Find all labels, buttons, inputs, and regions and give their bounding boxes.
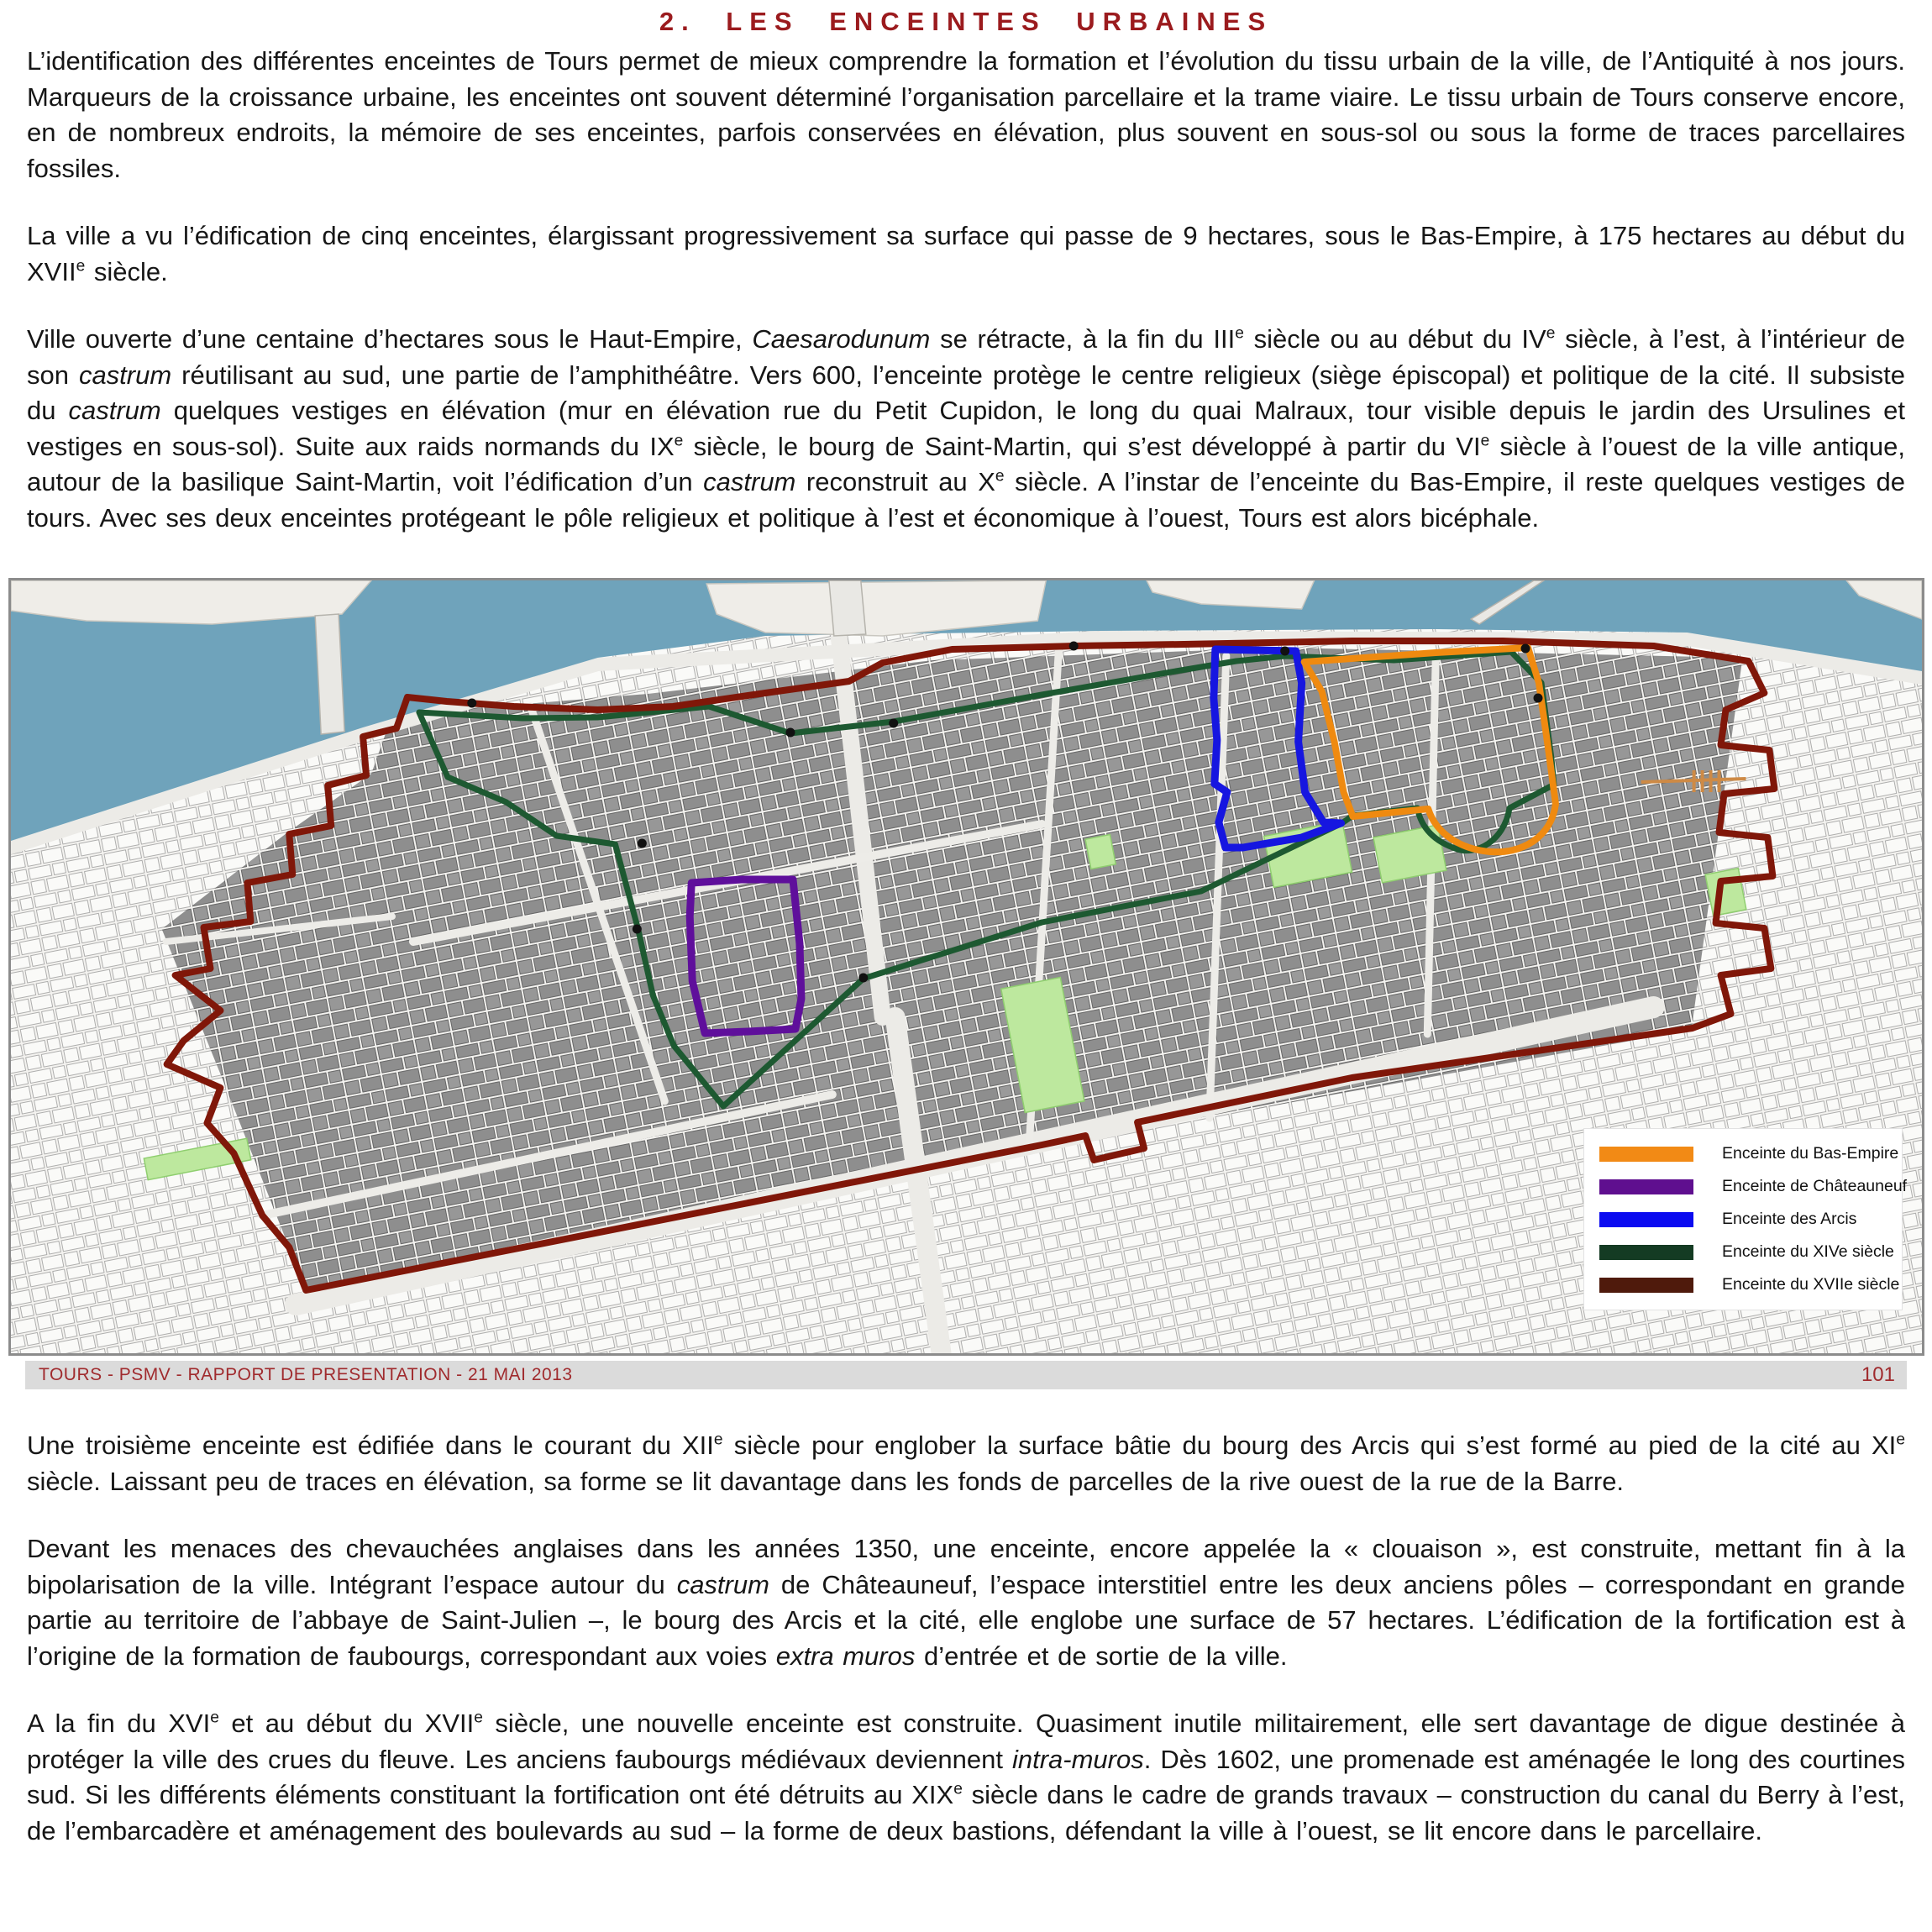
paragraph: Une troisième enceinte est édifiée dans le courant du XIIe siècle pour englober la surface bâtie du bourg des Arcis qui s’est formé au pied de la cité au XIe siècle. Laissant peu de traces en élévation, sa forme se lit davantage dans les fonds de parcelles de la rive ouest de la rue de la Barre.: [27, 1431, 1905, 1496]
legend-swatch: [1599, 1212, 1693, 1227]
legend-item: [1584, 1236, 1902, 1268]
paragraph: A la fin du XVIe et au début du XVIIe siècle, une nouvelle enceinte est construite. Quasiment inutile militairement, elle sert davantage de digue destinée à protéger la ville des crues du fleuve. Les anciens faubourgs médiévaux deviennent intra-muros. Dès 1602, une promenade est aménagée le long des courtines sud. Si les différents éléments constituant la fortification ont été détruits au XIXe siècle dans le cadre de grands travaux – construction du canal du Berry à l’est, de l’embarcadère et aménagement des boulevards au sud – la forme de deux bastions, défendant la ville à l’ouest, se lit encore dans le parcellaire.: [27, 1709, 1905, 1845]
legend-item: [1584, 1203, 1902, 1236]
legend-label: Enceinte de Châteauneuf: [1722, 1177, 1908, 1195]
body-text: [27, 1428, 1905, 1881]
footer-band: [25, 1361, 1907, 1389]
footer-page-number: 101: [1861, 1363, 1895, 1386]
legend-label: Enceinte des Arcis: [1722, 1210, 1857, 1228]
map-legend: [1584, 1129, 1908, 1310]
legend-label: Enceinte du XVIIe siècle: [1722, 1275, 1900, 1294]
map-figure: [8, 578, 1924, 1356]
legend-swatch: [1599, 1278, 1693, 1293]
bridge-wilson: [829, 580, 866, 636]
legend-item: [1584, 1268, 1902, 1301]
paragraph: Devant les menaces des chevauchées anglaises dans les années 1350, une enceinte, encore appelée la « clouaison », est construite, mettant fin à la bipolarisation de la ville. Intégrant l’espace autour du castrum de Châteauneuf, l’espace interstitiel entre les deux anciens pôles – correspondant en grande partie au territoire de l’abbaye de Saint-Julien –, le bourg des Arcis et la cité, elle englobe une surface de 57 hectares. L’édification de la fortification est à l’origine de la formation de faubourgs, correspondant aux voies extra muros d’entrée et de sortie de la ville.: [27, 1534, 1905, 1671]
legend-label: Enceinte du XIVe siècle: [1722, 1242, 1894, 1261]
page-title: 2. LES ENCEINTES URBAINES: [659, 7, 1273, 36]
paragraph: La ville a vu l’édification de cinq enceintes, élargissant progressivement sa surface qui passe de 9 hectares, sous le Bas-Empire, à 175 hectares au début du XVIIe siècle.: [27, 221, 1905, 286]
legend-swatch: [1599, 1147, 1693, 1162]
paragraph: Ville ouverte d’une centaine d’hectares sous le Haut-Empire, Caesarodunum se rétracte, à la fin du IIIe siècle ou au début du IVe siècle, à l’est, à l’intérieur de son castrum réutilisant au sud, une partie de l’amphithéâtre. Vers 600, l’enceinte protège le centre religieux (siège épiscopal) et politique de la cité. Il subsiste du castrum quelques vestiges en élévation (mur en élévation rue du Petit Cupidon, le long du quai Malraux, tour visible depuis le jardin des Ursulines et vestiges en sous-sol). Suite aux raids normands du IXe siècle, le bourg de Saint-Martin, qui s’est développé à partir du VIe siècle à l’ouest de la ville antique, autour de la basilique Saint-Martin, voit l’édification d’un castrum reconstruit au Xe siècle. A l’instar de l’enceinte du Bas-Empire, il reste quelques vestiges de tours. Avec ses deux enceintes protégeant le pôle religieux et politique à l’est et économique à l’ouest, Tours est alors bicéphale.: [27, 324, 1906, 533]
paragraph: L’identification des différentes enceintes de Tours permet de mieux comprendre la formation et l’évolution du tissu urbain de la ville, de l’Antiquité à nos jours. Marqueurs de la croissance urbaine, les enceintes ont souvent déterminé l’organisation parcellaire et la trame viaire. Le tissu urbain de Tours conserve encore, en de nombreux endroits, la mémoire de ses enceintes, parfois conservées en élévation, plus souvent en sous-sol ou sous la forme de traces parcellaires fossiles.: [27, 46, 1905, 183]
legend-swatch: [1599, 1245, 1693, 1260]
legend-swatch: [1599, 1179, 1693, 1194]
bridge-west: [315, 614, 344, 734]
legend-label: Enceinte du Bas-Empire: [1722, 1144, 1899, 1163]
footer-report-title: TOURS - PSMV - RAPPORT DE PRESENTATION - 21 MAI 2013: [39, 1365, 573, 1384]
intro-text: [27, 44, 1905, 568]
legend-item: [1584, 1170, 1908, 1203]
legend-item: [1584, 1137, 1902, 1170]
